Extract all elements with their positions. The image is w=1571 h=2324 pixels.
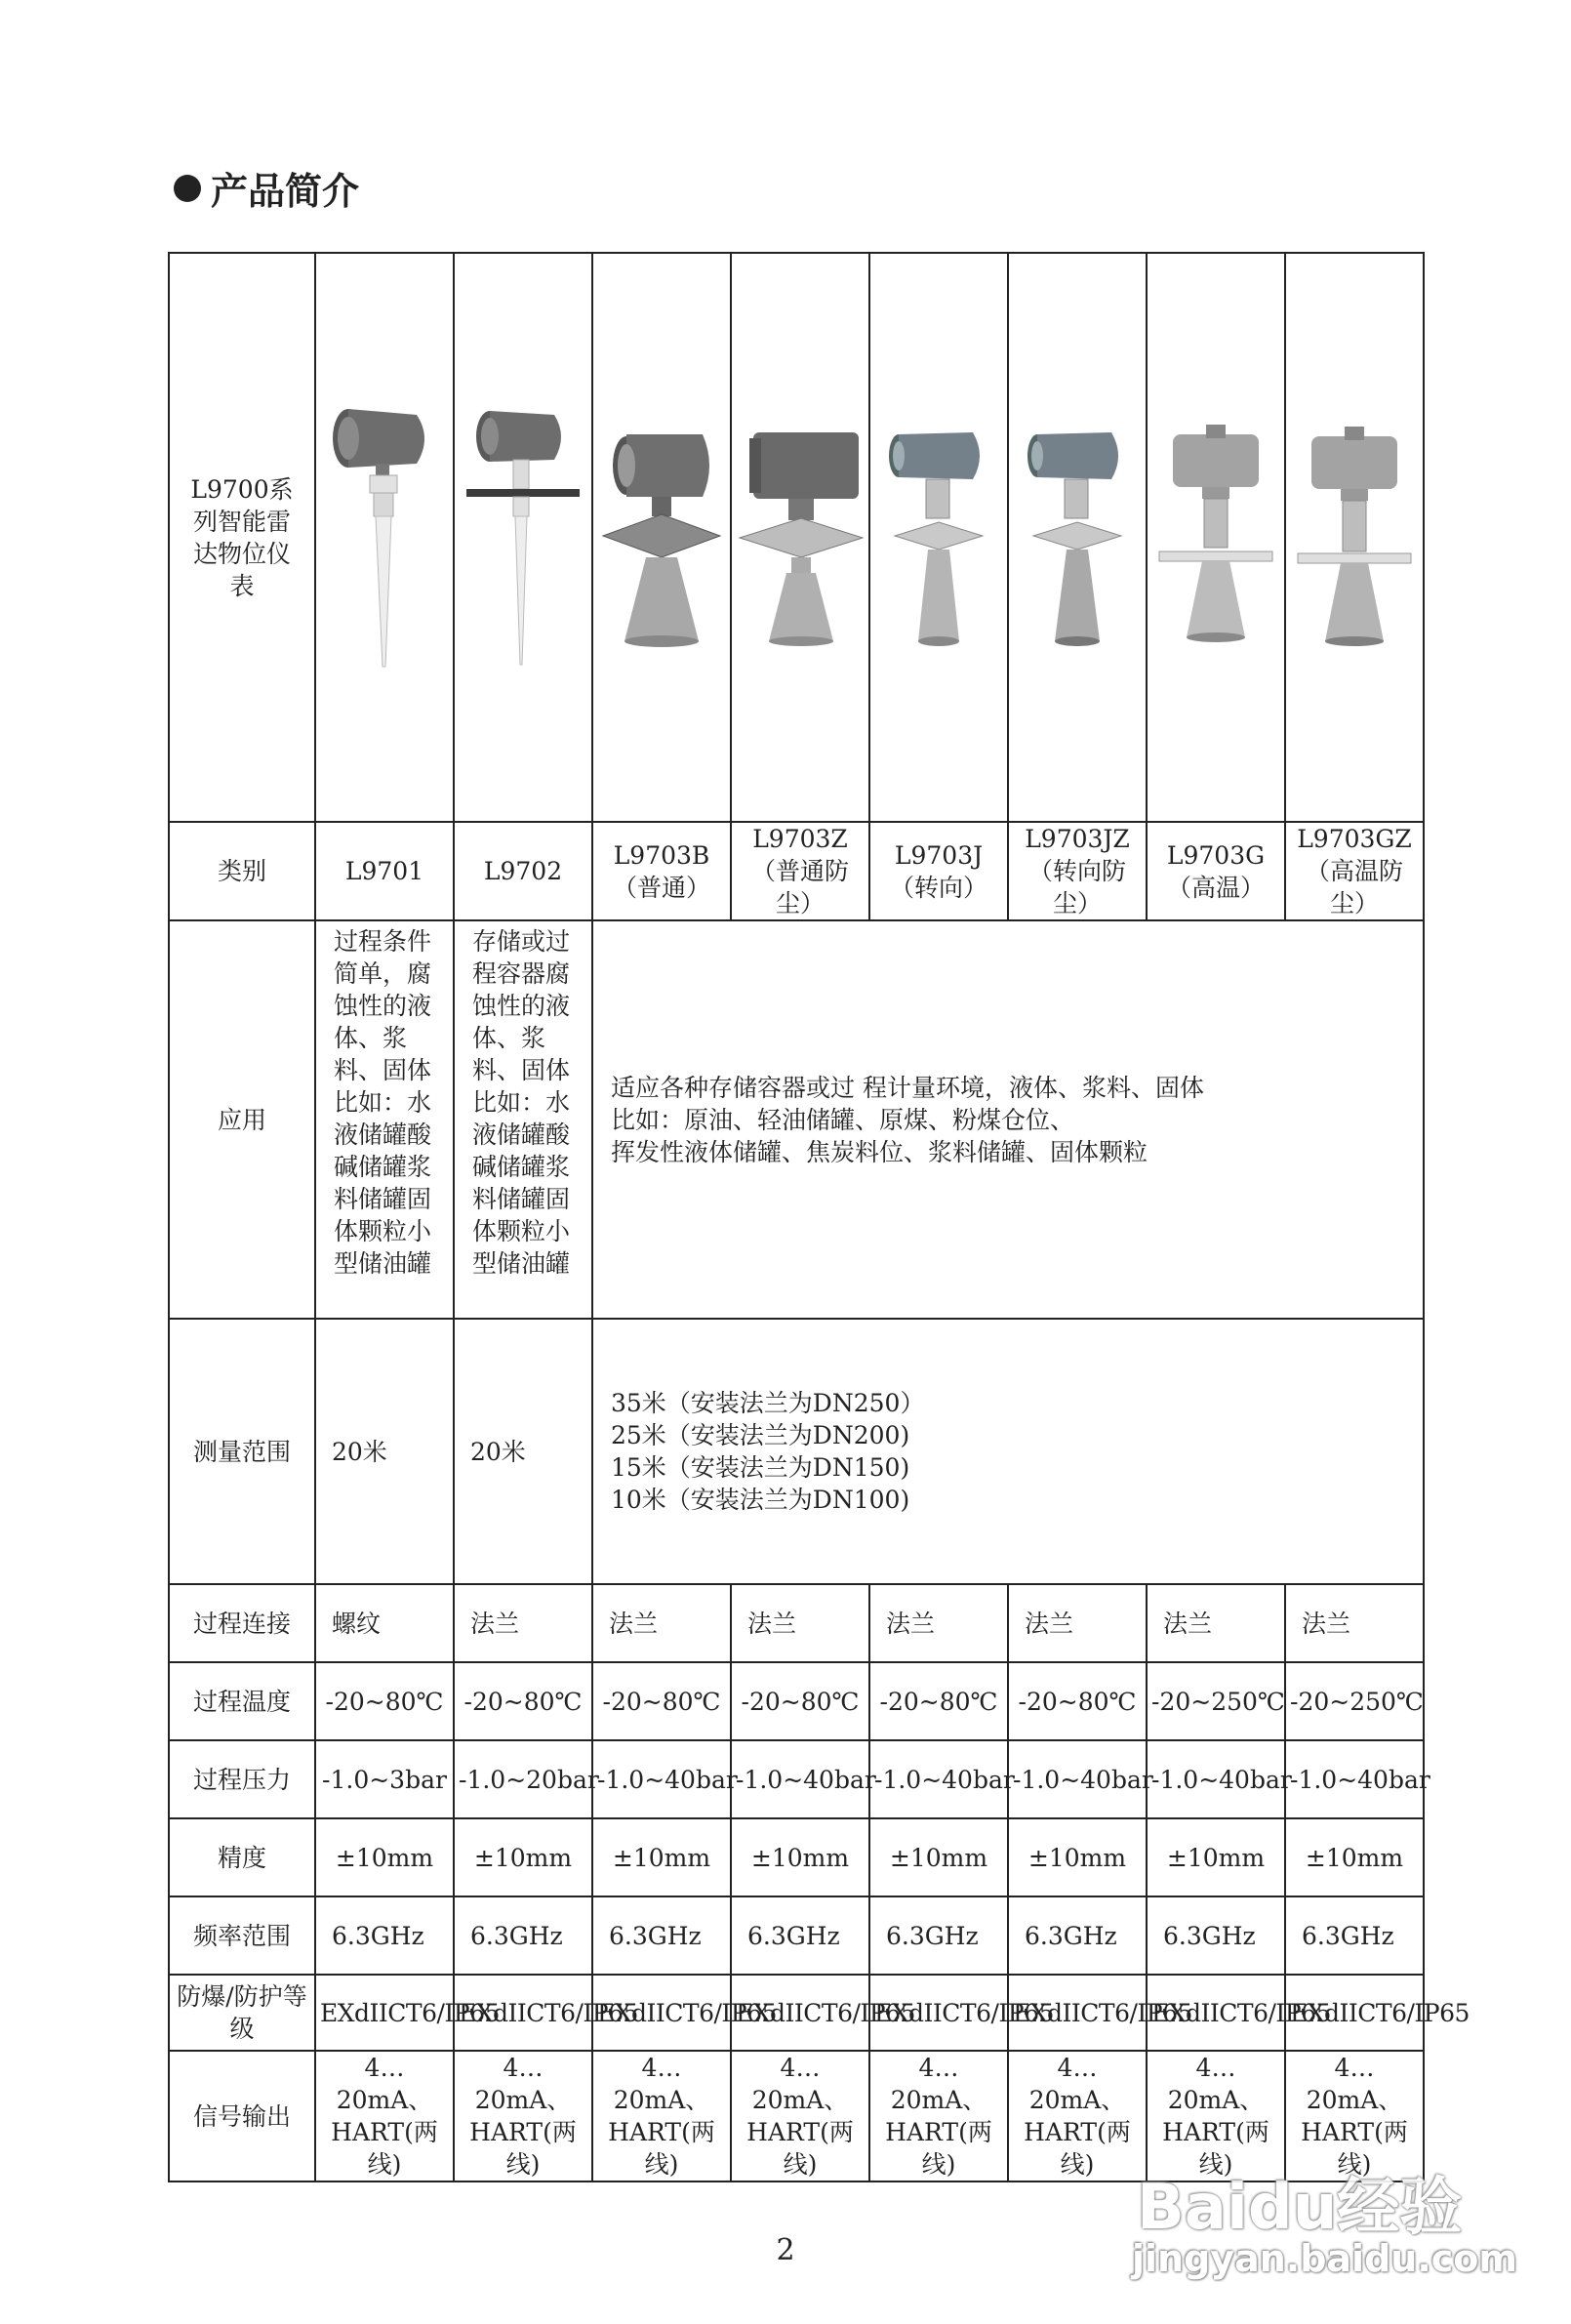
bullet-icon [174,175,201,202]
model-cell-l9703b [592,822,731,920]
product-image-l9703j [869,253,1008,822]
accuracy-value: ±10mm [315,1818,454,1896]
explosion-value: EXdIICT6/IP65 [1285,1975,1424,2051]
row-label-connection: 过程连接 [169,1584,315,1662]
row-label-explosion: 防爆/防护等级 [169,1975,315,2051]
model-name: L9703Z [752,825,848,853]
pressure-value: -1.0~40bar [731,1740,869,1818]
temperature-value: -20~80℃ [454,1662,592,1740]
explosion-value: EXdIICT6/IP65 [315,1975,454,2051]
accuracy-value: ±10mm [592,1818,731,1896]
explosion-value: EXdIICT6/IP65 [869,1975,1008,2051]
product-image-l9701 [315,253,454,822]
connection-value: 法兰 [1285,1584,1424,1662]
radar-horn-high-temp-dustproof-sensor-image [1296,421,1413,655]
spec-table [168,252,1470,2182]
row-label-accuracy: 精度 [169,1818,315,1896]
radar-horn-swivel-dustproof-sensor-image [1024,421,1131,655]
row-label-category: 类别 [169,822,315,920]
model-cell-l9703gz [1285,822,1424,920]
temperature-value: -20~250℃ [1147,1662,1285,1740]
connection-value: 法兰 [869,1584,1008,1662]
pressure-value: -1.0~20bar [454,1740,592,1818]
range-line: 15米（安装法兰为DN150) [611,1453,910,1482]
temperature-value: -20~250℃ [1285,1662,1424,1740]
range-l9703-series [592,1319,1424,1584]
model-cell-l9703jz [1008,822,1147,920]
connection-value: 法兰 [454,1584,592,1662]
watermark-brand: Baidu经验 [1137,2172,1463,2244]
model-subtitle: （高温） [1166,873,1265,902]
product-image-l9703gz [1285,253,1424,822]
model-name-l9702: L9702 [454,822,592,920]
signal-line: HART(两线) [746,2118,854,2179]
pressure-value: -1.0~40bar [1285,1740,1424,1818]
explosion-value: EXdIICT6/IP65 [1147,1975,1285,2051]
temperature-value: -20~80℃ [315,1662,454,1740]
signal-line: 4…20mA、 [613,2054,710,2114]
frequency-value: 6.3GHz [1285,1896,1424,1975]
row-label-frequency: 频率范围 [169,1896,315,1975]
radar-rod-sensor-image [327,401,442,674]
signal-line: 4…20mA、 [1306,2054,1403,2114]
accuracy-value: ±10mm [1008,1818,1147,1896]
application-row [169,920,1424,1319]
series-label: L9700系列智能雷达物位仪表 [169,253,315,822]
application-line: 比如：原油、轻油储罐、原煤、粉煤仓位、 [611,1105,1075,1134]
row-label-application: 应用 [169,920,315,1319]
model-cell-l9703g [1147,822,1285,920]
model-subtitle: （普通防尘） [750,857,849,917]
explosion-value: EXdIICT6/IP65 [454,1975,592,2051]
radar-horn-swivel-sensor-image [885,421,992,655]
range-l9702: 20米 [454,1319,592,1584]
pressure-value: -1.0~40bar [592,1740,731,1818]
radar-horn-high-temp-sensor-image [1157,421,1274,655]
signal-cell [592,2051,731,2181]
signal-line: 4…20mA、 [336,2054,433,2114]
signal-line: 4…20mA、 [1167,2054,1265,2114]
signal-line: HART(两线) [885,2118,992,2179]
signal-line: 4…20mA、 [890,2054,987,2114]
model-subtitle: （转向） [889,873,987,902]
temperature-value: -20~80℃ [592,1662,731,1740]
application-line: 挥发性液体储罐、焦炭料位、浆料储罐、固体颗粒 [611,1137,1148,1166]
row-label-range: 测量范围 [169,1319,315,1584]
range-line: 25米（安装法兰为DN200) [611,1421,910,1449]
row-label-temperature: 过程温度 [169,1662,315,1740]
section-title-text: 产品简介 [211,170,360,213]
frequency-value: 6.3GHz [315,1896,454,1975]
frequency-value: 6.3GHz [731,1896,869,1975]
row-label-signal: 信号输出 [169,2051,315,2181]
radar-horn-sensor-image [597,421,726,655]
model-subtitle: （普通） [612,873,710,902]
application-l9702: 存储或过程容器腐蚀性的液体、浆料、固体比如：水液储罐酸碱储罐浆料储罐固体颗粒小型储油罐 [454,920,592,1319]
temperature-value: -20~80℃ [1008,1662,1147,1740]
frequency-value: 6.3GHz [869,1896,1008,1975]
category-row [169,822,1424,920]
range-line: 35米（安装法兰为DN250） [611,1389,925,1417]
signal-line: HART(两线) [1301,2118,1408,2179]
temperature-row [169,1662,1424,1740]
signal-cell [869,2051,1008,2181]
watermark-url: jingyan.baidu.com [1132,2237,1517,2280]
signal-line: HART(两线) [331,2118,438,2179]
frequency-value: 6.3GHz [592,1896,731,1975]
pressure-value: -1.0~40bar [1147,1740,1285,1818]
frequency-value: 6.3GHz [1147,1896,1285,1975]
signal-line: HART(两线) [1162,2118,1269,2179]
page-number: 2 [776,2233,795,2267]
model-name: L9703B [613,840,710,870]
signal-cell [315,2051,454,2181]
frequency-value: 6.3GHz [1008,1896,1147,1975]
accuracy-value: ±10mm [454,1818,592,1896]
product-image-l9702 [454,253,592,822]
signal-cell [1008,2051,1147,2181]
radar-rod-flange-sensor-image [461,401,585,674]
model-name: L9703GZ [1297,825,1412,853]
pressure-row [169,1740,1424,1818]
application-line: 适应各种存储容器或过 程计量环境，液体、浆料、固体 [611,1073,1204,1102]
model-name: L9703J [894,840,984,870]
accuracy-row [169,1818,1424,1896]
explosion-value: EXdIICT6/IP65 [731,1975,869,2051]
accuracy-value: ±10mm [731,1818,869,1896]
model-name: L9703JZ [1025,825,1130,853]
explosion-value: EXdIICT6/IP65 [592,1975,731,2051]
product-image-l9703g [1147,253,1285,822]
frequency-row [169,1896,1424,1975]
image-row [169,253,1424,822]
model-name: L9703G [1166,840,1266,870]
accuracy-value: ±10mm [1147,1818,1285,1896]
radar-horn-dustproof-sensor-image [736,421,866,655]
signal-cell [731,2051,869,2181]
application-l9701: 过程条件简单，腐蚀性的液体、浆料、固体比如：水液储罐酸碱储罐浆料储罐固体颗粒小型储油罐 [315,920,454,1319]
temperature-value: -20~80℃ [869,1662,1008,1740]
accuracy-value: ±10mm [1285,1818,1424,1896]
product-image-l9703jz [1008,253,1147,822]
accuracy-value: ±10mm [869,1818,1008,1896]
signal-cell [454,2051,592,2181]
connection-value: 法兰 [592,1584,731,1662]
product-image-l9703z [731,253,869,822]
model-subtitle: （转向防尘） [1027,857,1126,917]
row-label-pressure: 过程压力 [169,1740,315,1818]
model-cell-l9703j [869,822,1008,920]
range-row [169,1319,1424,1584]
explosion-value: EXdIICT6/IP65 [1008,1975,1147,2051]
temperature-value: -20~80℃ [731,1662,869,1740]
signal-line: 4…20mA、 [1028,2054,1126,2114]
pressure-value: -1.0~3bar [315,1740,454,1818]
frequency-value: 6.3GHz [454,1896,592,1975]
range-line: 10米（安装法兰为DN100) [611,1486,910,1514]
section-title [174,161,359,215]
model-cell-l9703z [731,822,869,920]
model-name-l9701: L9701 [315,822,454,920]
signal-line: 4…20mA、 [751,2054,849,2114]
connection-value: 螺纹 [315,1584,454,1662]
signal-line: HART(两线) [608,2118,715,2179]
range-l9701: 20米 [315,1319,454,1584]
signal-line: HART(两线) [1024,2118,1131,2179]
connection-value: 法兰 [1008,1584,1147,1662]
product-image-l9703b [592,253,731,822]
pressure-value: -1.0~40bar [869,1740,1008,1818]
pressure-value: -1.0~40bar [1008,1740,1147,1818]
connection-row [169,1584,1424,1662]
connection-value: 法兰 [731,1584,869,1662]
signal-line: HART(两线) [469,2118,577,2179]
explosion-row [169,1975,1424,2051]
application-l9703-series [592,920,1424,1319]
model-subtitle: （高温防尘） [1305,857,1403,917]
signal-line: 4…20mA、 [474,2054,572,2114]
connection-value: 法兰 [1147,1584,1285,1662]
